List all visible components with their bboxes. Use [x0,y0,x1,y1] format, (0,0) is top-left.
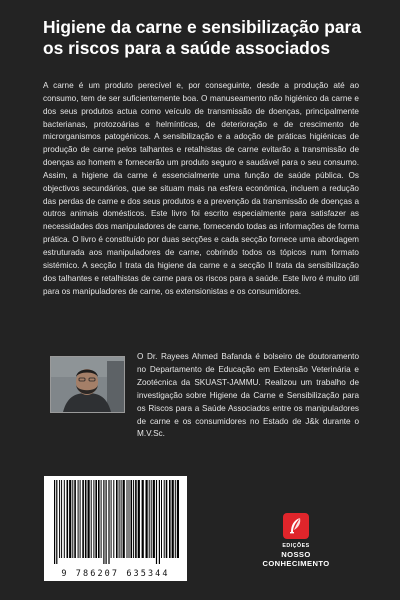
barcode-bar [98,480,100,558]
barcode-bar [103,480,104,564]
isbn-barcode [44,476,187,581]
barcode-bar [106,480,107,564]
barcode-bar [108,480,109,564]
barcode-bar [116,480,118,558]
barcode-bar [85,480,87,558]
barcode-bar [59,480,60,558]
barcode-bar [54,480,55,564]
barcode-bar [149,480,150,558]
barcode-bar [111,480,112,558]
author-portrait-image [51,357,124,412]
publisher-name: NOSSO CONHECIMENTO [262,550,330,568]
barcode-bar [175,480,176,558]
barcode-bar [177,480,179,558]
barcode-bar [101,480,102,558]
barcode-bar [135,480,137,558]
author-biography: O Dr. Rayees Ahmed Bafanda é bolseiro de doutoramento no Departamento de Educação em Extensão Veterinária e Zootécnica da SKUAST-JAMMU. Realizou um trabalho de investigação sobre Higiene da Carne e Sensibilização para os Riscos para a Saúde Associados entre os manipuladores de carne e os consumidores no Estado de J&k durante o M.V.Sc. [137,352,359,439]
barcode-bar [72,480,73,558]
author-photo [50,356,125,413]
barcode-bar [93,480,94,558]
barcode-bar [80,480,81,558]
barcode-bar [69,480,71,558]
publisher-line1: EDIÇÕES [282,543,310,549]
barcode-bar [166,480,168,558]
barcode-bar [161,480,162,558]
barcode-bar [131,480,133,558]
barcode-bar [67,480,69,558]
barcode-bar [82,480,84,558]
barcode-bar [127,480,128,558]
barcode-bar [129,480,130,558]
barcode-bar [95,480,97,558]
barcode-bars [44,476,187,568]
quill-feather-icon [283,513,309,539]
barcode-bar [56,480,57,564]
book-title: Higiene da carne e sensibilização para os riscos para a saúde associados [43,17,361,58]
barcode-bar [121,480,122,558]
barcode-bar [78,480,79,558]
barcode-bar [142,480,144,558]
barcode-bar [123,480,125,558]
barcode-bar [172,480,174,558]
book-description: A carne é um produto perecível e, por conseguinte, desde a produção até ao consumo, tem de ser suficientemente boa. O manuseamento não higiénico da carne e dos seus produtos actua como veículo de transmissão de doenças, principalmente bacterianas, protozoárias e helmínticas, de deterioração e de crescimento de microrganismos patogénicos. A sensibilização e a adoção de práticas higiénicas de produção de carne pelos talhantes e retalhistas de carne evitarão a transmissão de doenças ao homem e fornecerão um produto seguro e saudável para o seu consumo. Assim, a higiene da carne é essencialmente uma função de saúde pública. Os objectivos secundários, que se situam mais na esfera económica, incluem a redução das perdas de carne e dos seus produtos e a prevenção da transmissão de doenças a outros animais domésticos. Este livro foi escrito especialmente para satisfazer as necessidades dos manipuladores de carne, fornecendo todas as informações de forma prática. O livro é constituído por duas secções e cada secção fornece uma abordagem estruturada aos manipuladores de carne, cobrindo todos os tópicos num formato sistémico. A secção I trata da higiene da carne e a secção II trata da sensibilização dos talhantes e retalhistas de carne para os riscos para a saúde. Este livro é muito útil para os manipuladores de carne, os extensionistas e os consumidores. [43,81,359,296]
barcode-bar [156,480,157,564]
barcode-bar [153,480,155,558]
barcode-bar [119,480,120,558]
barcode-bar [88,480,90,558]
barcode-bar [61,480,62,558]
barcode-bar [164,480,165,558]
barcode-bar [74,480,76,558]
barcode-bar [138,480,140,558]
barcode-bar [91,480,92,558]
barcode-bar [113,480,114,558]
barcode-bar [146,480,148,558]
barcode-bar [151,480,152,558]
barcode-bar [169,480,171,558]
barcode-bar [133,480,134,558]
barcode-bar [64,480,65,558]
barcode-bar [159,480,160,564]
isbn-number: 9 786207 635344 [61,569,170,579]
publisher-block [248,513,344,575]
